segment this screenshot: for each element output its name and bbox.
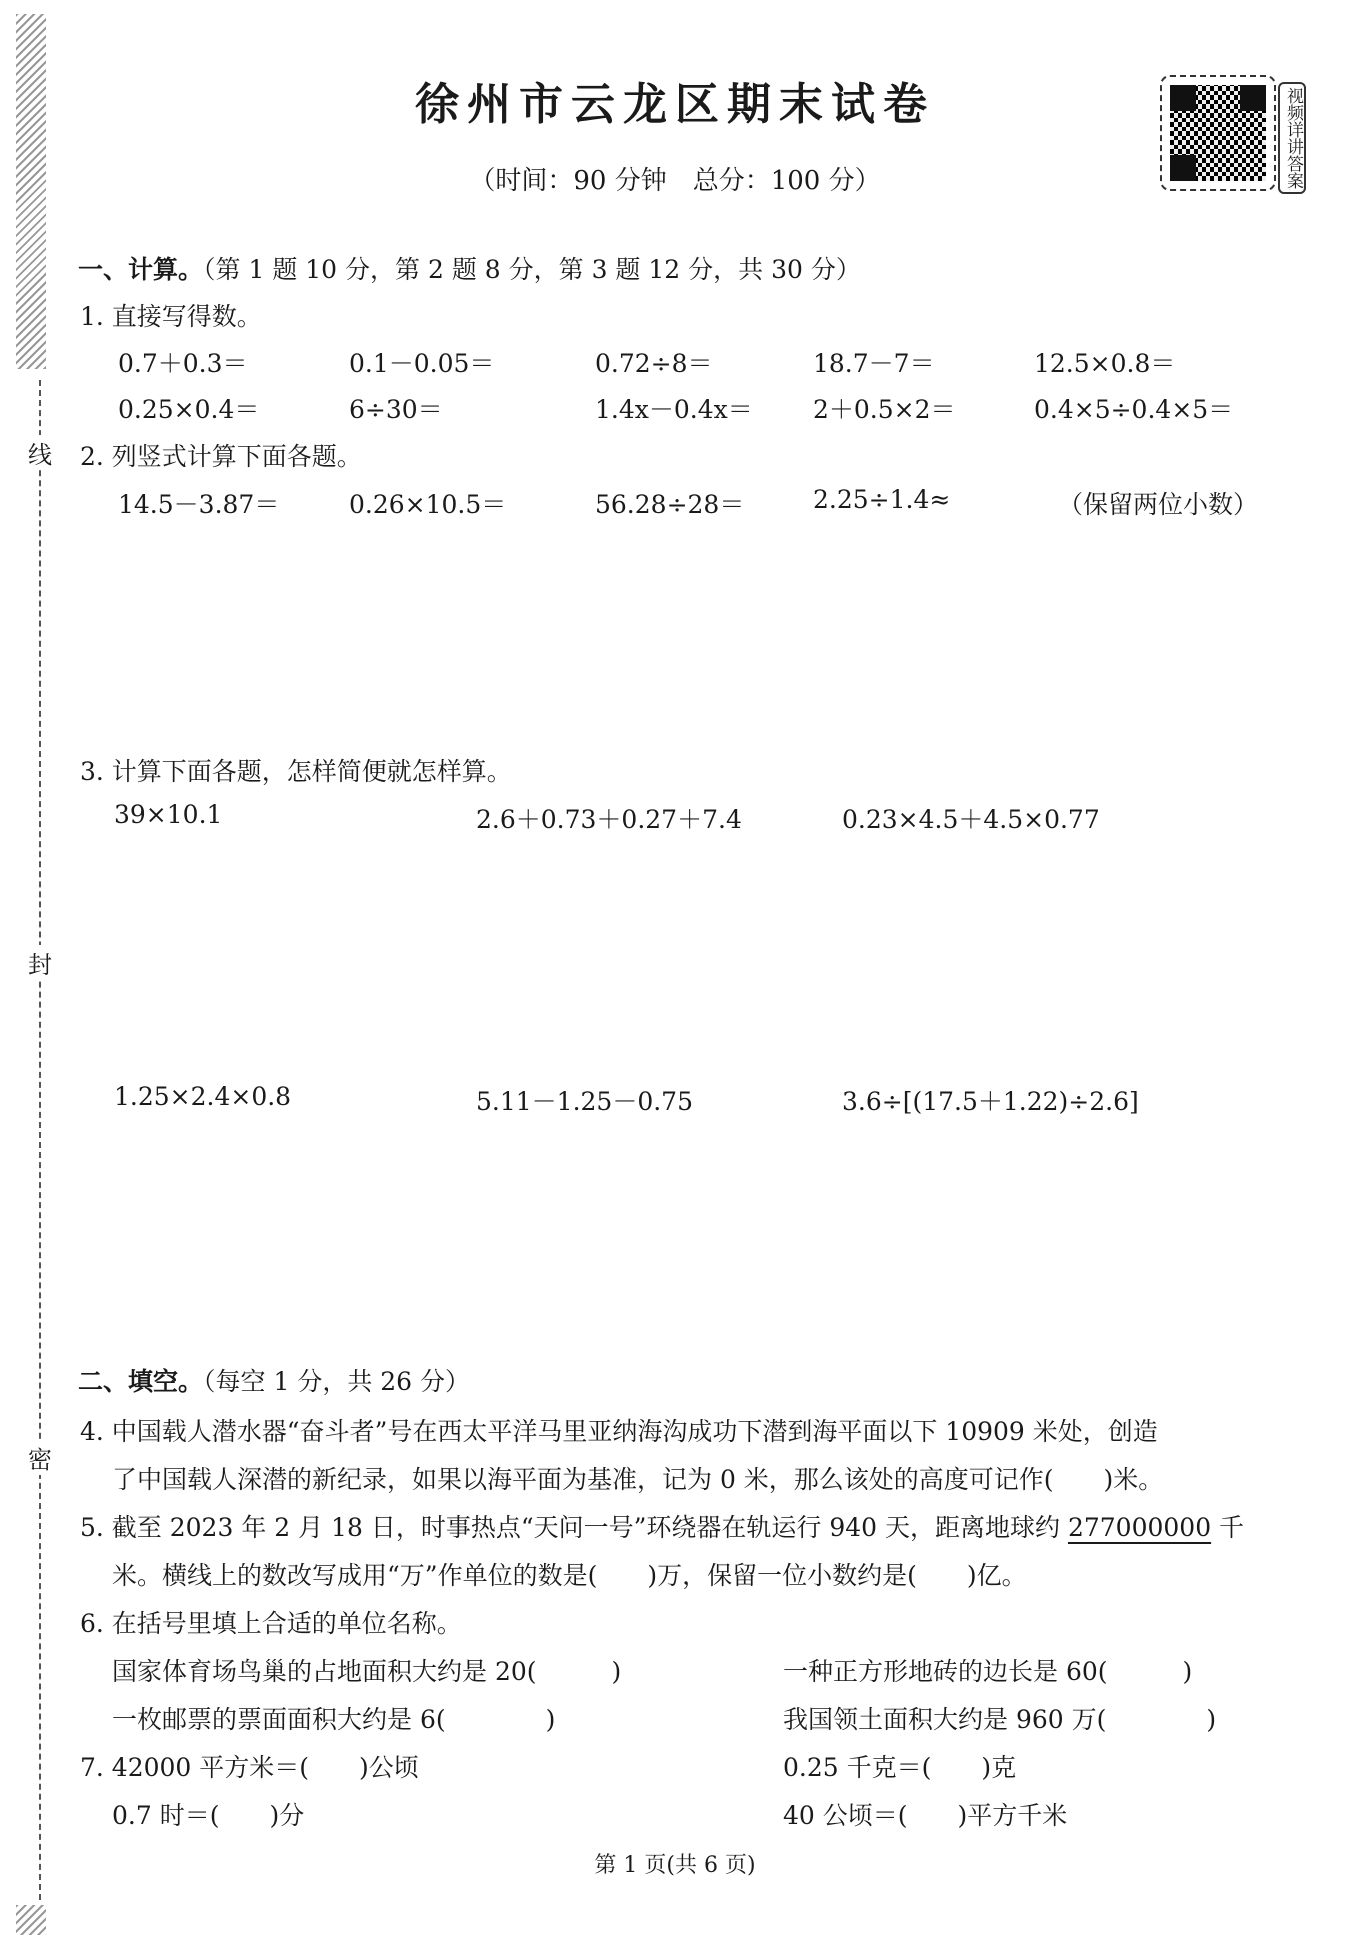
q5-text-a: 5. 截至 2023 年 2 月 18 日，时事热点“天问一号”环绕器在轨运行 940 天，距离地球约 [80,1513,1068,1542]
q2-label: 2. 列竖式计算下面各题。 [80,442,362,471]
q5-line1 [80,1508,1244,1544]
section1-header [78,250,861,286]
section1-points: （第 1 题 10 分，第 2 题 8 分，第 3 题 12 分，共 30 分） [203,255,861,284]
section2-heading: 二、填空。 [78,1367,204,1396]
binding-char-line: 线 [28,435,50,470]
q5-text-b: 千 [1211,1513,1245,1542]
binding-char-secret: 密 [28,1440,50,1475]
q3-item: 2.6＋0.73＋0.27＋7.4 [476,805,742,834]
q1-item: 6÷30＝ [349,395,443,424]
q6-item: 我国领土面积大约是 960 万( ) [783,1705,1217,1734]
q3-item: 39×10.1 [114,800,223,829]
q4-line2: 了中国载人深潜的新纪录，如果以海平面为基准，记为 0 米，那么该处的高度可记作( )米。 [112,1465,1164,1494]
q1-label: 1. 直接写得数。 [80,302,262,331]
q7-item: 7. 42000 平方米＝( )公顷 [80,1753,419,1782]
qr-code-icon[interactable] [1160,75,1276,191]
q1-item: 0.4×5÷0.4×5＝ [1034,395,1234,424]
section1-heading: 一、计算。 [78,255,204,284]
q2-item: 56.28÷28＝ [595,490,745,519]
q3-item: 0.23×4.5＋4.5×0.77 [842,805,1100,834]
q6-item: 一种正方形地砖的边长是 60( ) [783,1657,1193,1686]
q1-item: 18.7－7＝ [813,349,935,378]
q2-item: 0.26×10.5＝ [349,490,507,519]
q1-item: 0.25×0.4＝ [118,395,260,424]
q6-item: 一枚邮票的票面面积大约是 6( ) [112,1705,556,1734]
q1-item: 0.72÷8＝ [595,349,713,378]
q7-item: 0.7 时＝( )分 [112,1801,305,1830]
q2-item: 14.5－3.87＝ [118,490,280,519]
binding-dashed-line [39,380,41,1900]
q1-item: 0.7＋0.3＝ [118,349,248,378]
q1-item: 12.5×0.8＝ [1034,349,1176,378]
q1-item: 0.1－0.05＝ [349,349,495,378]
page-footer: 第 1 页(共 6 页) [594,1853,756,1878]
q1-item: 1.4x－0.4x＝ [595,395,753,424]
section2-header [78,1362,470,1398]
q5-line2: 米。横线上的数改写成用“万”作单位的数是( )万，保留一位小数约是( )亿。 [112,1561,1027,1590]
q3-item: 1.25×2.4×0.8 [114,1082,292,1111]
qr-label: 视频详讲答案 [1278,82,1306,194]
q3-label: 3. 计算下面各题，怎样简便就怎样算。 [80,757,512,786]
binding-hatch-bottom [16,1905,46,1935]
q3-item: 5.11－1.25－0.75 [476,1087,693,1116]
q1-item: 2＋0.5×2＝ [813,395,956,424]
binding-char-seal: 封 [28,945,50,980]
page-subtitle: （时间：90 分钟 总分：100 分） [469,166,881,196]
page-title: 徐州市云龙区期末试卷 [415,79,935,130]
q2-item: 2.25÷1.4≈ [813,485,951,514]
q2-note: （保留两位小数） [1058,490,1259,519]
q3-item: 3.6÷[(17.5＋1.22)÷2.6] [842,1087,1139,1116]
q7-item: 40 公顷＝( )平方千米 [783,1801,1068,1830]
q5-underlined-number: 277000000 [1067,1513,1212,1542]
q6-item: 国家体育场鸟巢的占地面积大约是 20( ) [112,1657,622,1686]
q7-item: 0.25 千克＝( )克 [783,1753,1017,1782]
q6-label: 6. 在括号里填上合适的单位名称。 [80,1609,462,1638]
q4-line1: 4. 中国载人潜水器“奋斗者”号在西太平洋马里亚纳海沟成功下潜到海平面以下 10909 米处，创造 [80,1417,1158,1446]
section2-points: （每空 1 分，共 26 分） [203,1367,471,1396]
